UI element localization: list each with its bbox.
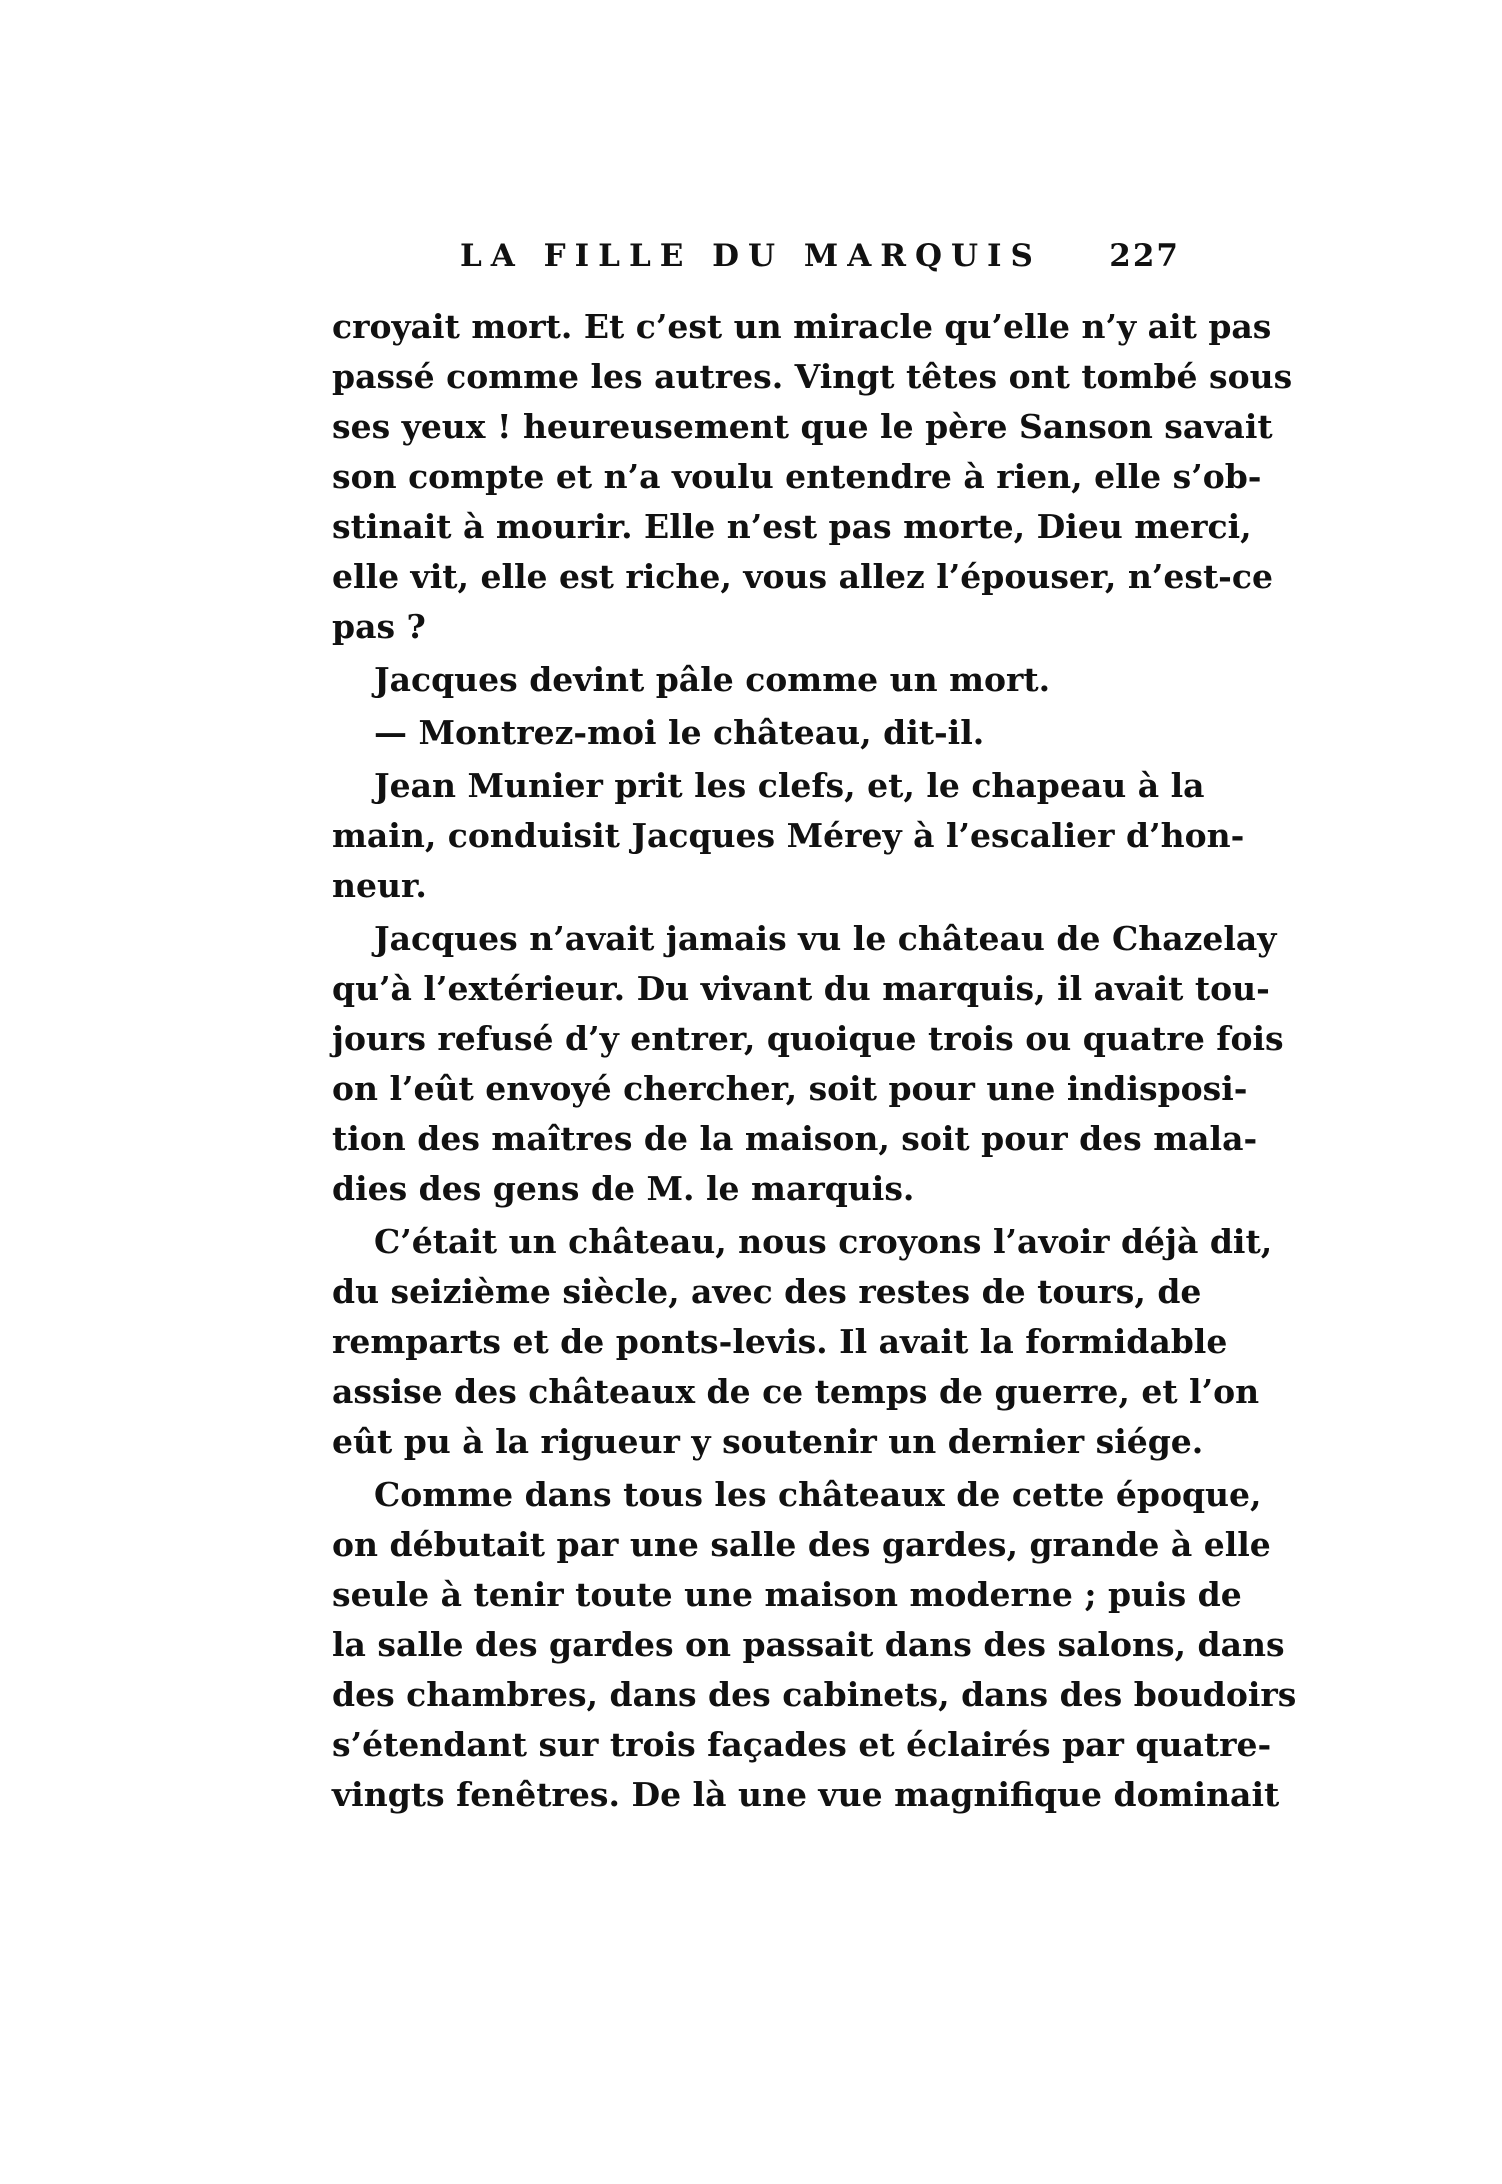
text-line: s’étendant sur trois façades et éclairés par quatre- — [332, 1725, 1272, 1764]
text-line: remparts et de ponts-levis. Il avait la formidable — [332, 1322, 1228, 1361]
text-line: Comme dans tous les châteaux de cette époque, — [374, 1475, 1262, 1514]
paragraph — [332, 761, 1245, 911]
paragraph — [332, 1217, 1273, 1467]
text-line: Jean Munier prit les clefs, et, le chapeau à la — [374, 766, 1205, 805]
text-line: Jacques devint pâle comme un mort. — [374, 660, 1051, 699]
running-title: LA FILLE DU MARQUIS — [460, 238, 1042, 274]
text-line: on l’eût envoyé chercher, soit pour une indisposi- — [332, 1069, 1248, 1108]
text-line: Jacques n’avait jamais vu le château de Chazelay — [374, 919, 1277, 958]
text-line: vingts fenêtres. De là une vue magnifique dominait — [332, 1775, 1280, 1814]
text-line: pas ? — [332, 607, 426, 646]
paragraph — [332, 914, 1284, 1214]
text-line: main, conduisit Jacques Mérey à l’escalier d’hon- — [332, 816, 1245, 855]
text-line: qu’à l’extérieur. Du vivant du marquis, il avait tou- — [332, 969, 1270, 1008]
text-line: jours refusé d’y entrer, quoique trois ou quatre fois — [332, 1019, 1284, 1058]
text-line: tion des maîtres de la maison, soit pour des mala- — [332, 1119, 1258, 1158]
text-line: son compte et n’a voulu entendre à rien, elle s’ob- — [332, 457, 1262, 496]
text-line: seule à tenir toute une maison moderne ; puis de — [332, 1575, 1242, 1614]
paragraph — [332, 302, 1293, 652]
text-line: croyait mort. Et c’est un miracle qu’elle n’y ait pas — [332, 307, 1272, 346]
paragraph — [332, 655, 1178, 705]
text-line: on débutait par une salle des gardes, grande à elle — [332, 1525, 1271, 1564]
text-line: eût pu à la rigueur y soutenir un dernier siége. — [332, 1422, 1204, 1461]
text-line: stinait à mourir. Elle n’est pas morte, Dieu merci, — [332, 507, 1252, 546]
text-line: — Montrez-moi le château, dit-il. — [374, 713, 985, 752]
text-line: assise des châteaux de ce temps de guerre, et l’on — [332, 1372, 1260, 1411]
text-line: elle vit, elle est riche, vous allez l’épouser, n’est-ce — [332, 557, 1273, 596]
text-line: ses yeux ! heureusement que le père Sanson savait — [332, 407, 1273, 446]
running-head — [460, 238, 1180, 278]
text-line: du seizième siècle, avec des restes de tours, de — [332, 1272, 1202, 1311]
body-text — [332, 302, 1297, 1820]
text-line: passé comme les autres. Vingt têtes ont tombé sous — [332, 357, 1293, 396]
text-line: la salle des gardes on passait dans des salons, dans — [332, 1625, 1285, 1664]
text-line: C’était un château, nous croyons l’avoir déjà dit, — [374, 1222, 1273, 1261]
text-line: dies des gens de M. le marquis. — [332, 1169, 915, 1208]
text-line: des chambres, dans des cabinets, dans des boudoirs — [332, 1675, 1297, 1714]
text-line: neur. — [332, 866, 427, 905]
page-number: 227 — [1109, 238, 1180, 274]
paragraph — [332, 708, 1178, 758]
paragraph — [332, 1470, 1297, 1820]
